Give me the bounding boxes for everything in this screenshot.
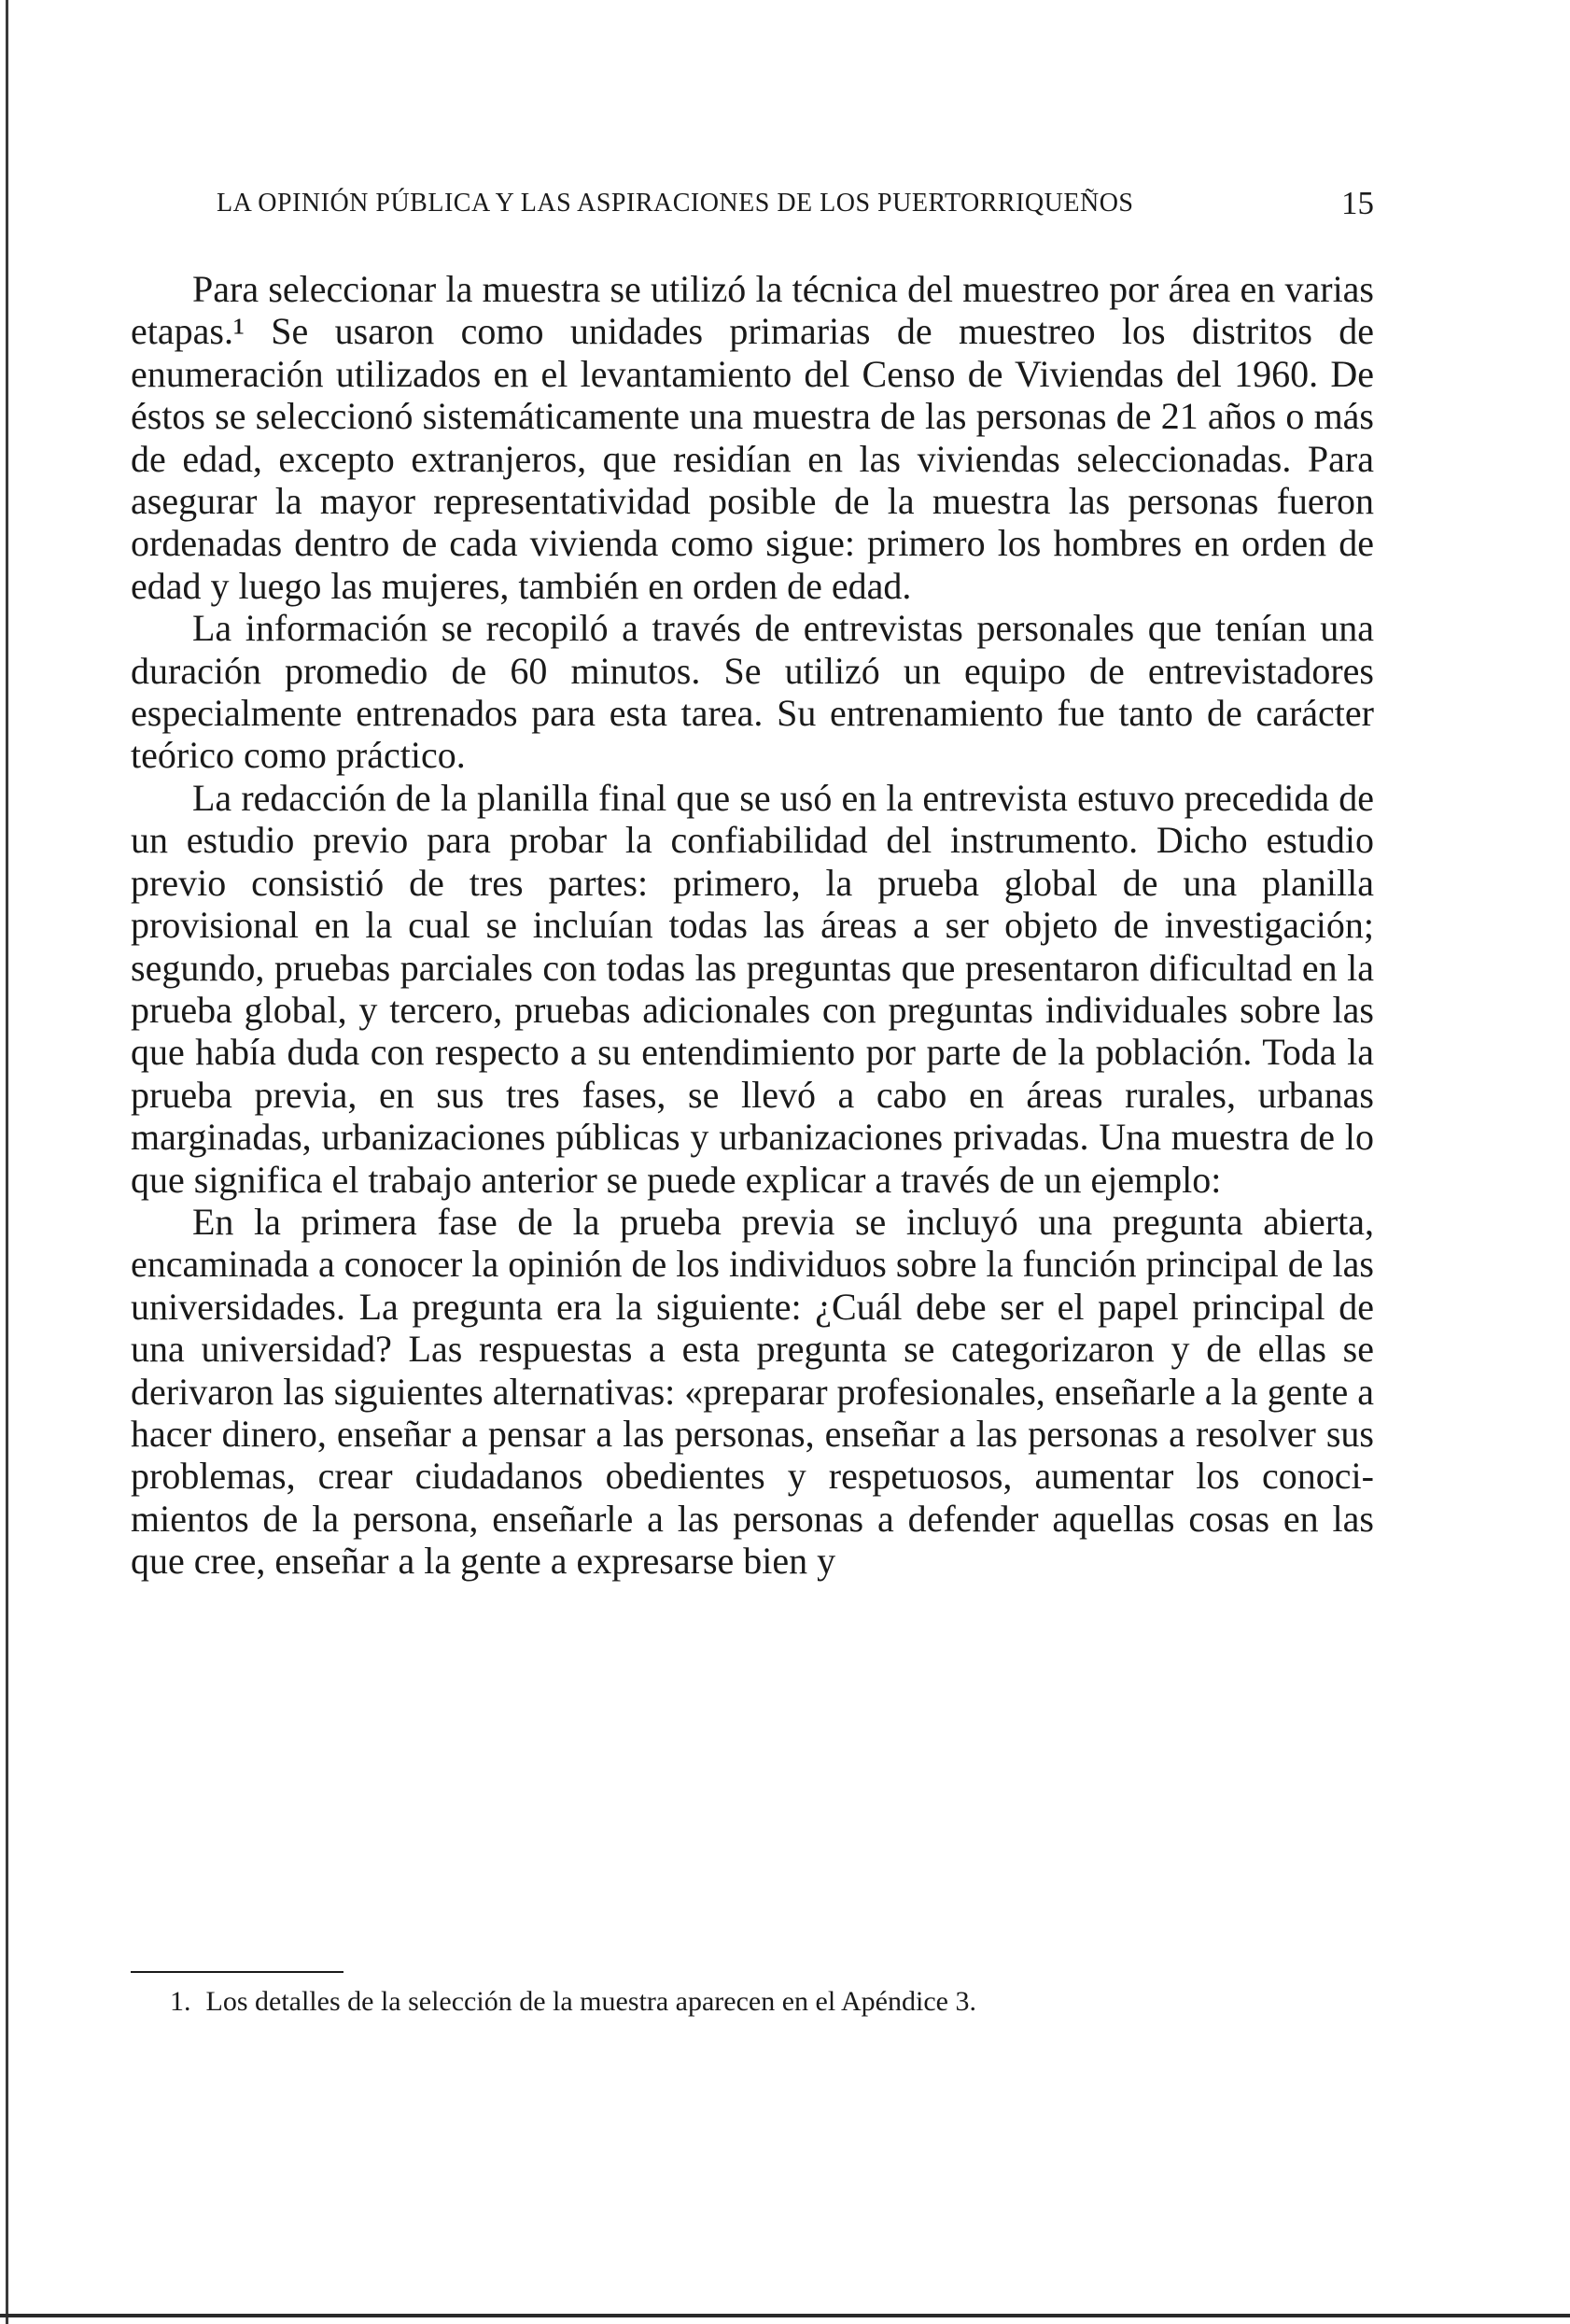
paragraph-interviews: La información se recopiló a través de entrevistas personales que tenían una duración promedio de 60 minutos. Se utilizó un equipo de entrevistadores especialmente entrenados para esta tarea. Su entrenamiento fue tanto de carácter teórico como práctico. bbox=[131, 607, 1374, 777]
footnote-number: 1. bbox=[170, 1986, 191, 2017]
footnote-rule bbox=[131, 1971, 343, 1973]
scan-edge-left bbox=[6, 0, 8, 2324]
paragraph-example: En la primera fase de la prueba previa se incluyó una pregunta abierta, encaminada a conocer la opinión de los individuos sobre la función principal de las universidades. La pregunta era la siguiente: ¿Cuál debe ser el papel principal de una universidad? Las respuestas a esta pregunta se categorizaron y de ellas se derivaron las siguientes alternativas: «preparar profesionales, enseñarle a la gente a hacer dinero, enseñar a pensar a las personas, enseñar a las personas a resolver sus problemas, crear ciudadanos obedientes y respetuosos, aumentar los conocimientos de la persona, enseñarle a las personas a defender aquellas cosas en las que cree, enseñar a la gente a expresarse bien y bbox=[131, 1200, 1374, 1583]
footnote-text: Los detalles de la selección de la muestra aparecen en el Apéndice 3. bbox=[205, 1986, 976, 2017]
page-header bbox=[217, 185, 1374, 232]
main-text bbox=[131, 268, 1374, 1583]
running-head: LA OPINIÓN PÚBLICA Y LAS ASPIRACIONES DE LOS PUERTORRIQUEÑOS bbox=[217, 189, 1134, 218]
scan-edge-bottom bbox=[0, 2314, 1570, 2317]
paragraph-pretest: La redacción de la planilla final que se usó en la entrevista estuvo precedida de un estudio previo para probar la confiabilidad del instrumento. Dicho estudio previo consistió de tres partes: primero, la prueba global de una planilla provisional en la cual se incluían todas las áreas a ser objeto de investigación; segundo, pruebas parciales con todas las preguntas que presentaron dificultad en la prueba global, y tercero, pruebas adicionales con preguntas individuales sobre las que había duda con respecto a su entendimiento por parte de la población. Toda la prueba previa, en sus tres fases, se llevó a cabo en áreas rurales, urbanas marginadas, urbanizaciones públicas y urbanizaciones privadas. Una muestra de lo que significa el trabajo anterior se puede explicar a través de un ejemplo: bbox=[131, 776, 1374, 1201]
page-number: 15 bbox=[1341, 185, 1374, 221]
paragraph-sample-selection: Para seleccionar la muestra se utilizó la técnica del muestreo por área en varias etapas.¹ Se usaron como unidades primarias de muestreo los distritos de enumeración utilizados en el levantamiento del Censo de Viviendas del 1960. De éstos se seleccionó sistemáticamente una muestra de las personas de 21 años o más de edad, excepto extranjeros, que residían en las viviendas seleccionadas. Para asegurar la mayor representatividad posible de la muestra las personas fueron ordenadas dentro de cada vivienda como sigue: primero los hombres en orden de edad y luego las mujeres, también en orden de edad. bbox=[131, 268, 1374, 607]
footnote bbox=[170, 1983, 1374, 2021]
